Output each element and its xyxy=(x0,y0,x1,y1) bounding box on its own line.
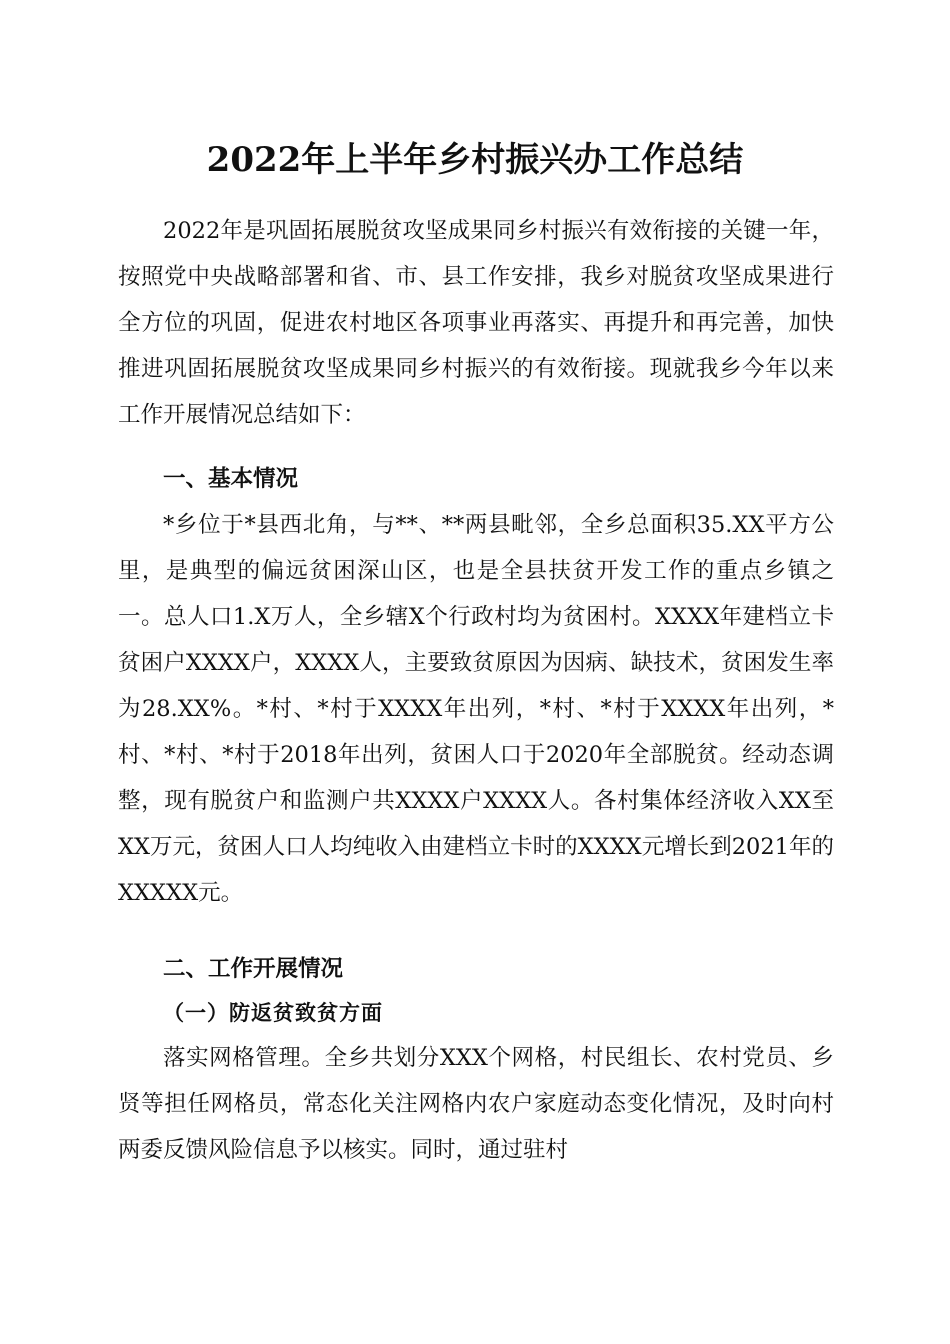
document-title: 2022年上半年乡村振兴办工作总结 xyxy=(206,140,744,180)
basic-situation-paragraph: *乡位于*县西北角，与**、**两县毗邻，全乡总面积35.XX平方公里，是典型的偏远贫困深山区，也是全县扶贫开发工作的重点乡镇之一。总人口1.X万人，全乡辖X个行政村均为贫困村。XXXX年建档立卡贫困户XXXX户，XXXX人，主要致贫原因为因病、缺技术，贫困发生率为28.XX%。*村、*村于XXXX年出列，*村、*村于XXXX年出列，*村、*村、*村于2018年出列，贫困人口于2020年全部脱贫。经动态调整，现有脱贫户和监测户共XXXX户XXXX人。各村集体经济收入XX至XX万元，贫困人口人均纯收入由建档立卡时的XXXX元增长到2021年的XXXXX元。 xyxy=(118,512,834,906)
section-heading-work-progress: 二、工作开展情况 xyxy=(163,956,344,982)
intro-paragraph: 2022年是巩固拓展脱贫攻坚成果同乡村振兴有效衔接的关键一年，按照党中央战略部署和省、市、县工作安排，我乡对脱贫攻坚成果进行全方位的巩固，促进农村地区各项事业再落实、再提升和再完善，加快推进巩固拓展脱贫攻坚成果同乡村振兴的有效衔接。现就我乡今年以来工作开展情况总结如下： xyxy=(118,218,834,428)
subsection-heading-poverty-prevention: （一）防返贫致贫方面 xyxy=(163,1000,383,1025)
grid-management-paragraph: 落实网格管理。全乡共划分XXX个网格，村民组长、农村党员、乡贤等担任网格员，常态化关注网格内农户家庭动态变化情况，及时向村两委反馈风险信息予以核实。同时，通过驻村 xyxy=(118,1045,834,1163)
section-heading-basic-situation: 一、基本情况 xyxy=(163,466,299,492)
